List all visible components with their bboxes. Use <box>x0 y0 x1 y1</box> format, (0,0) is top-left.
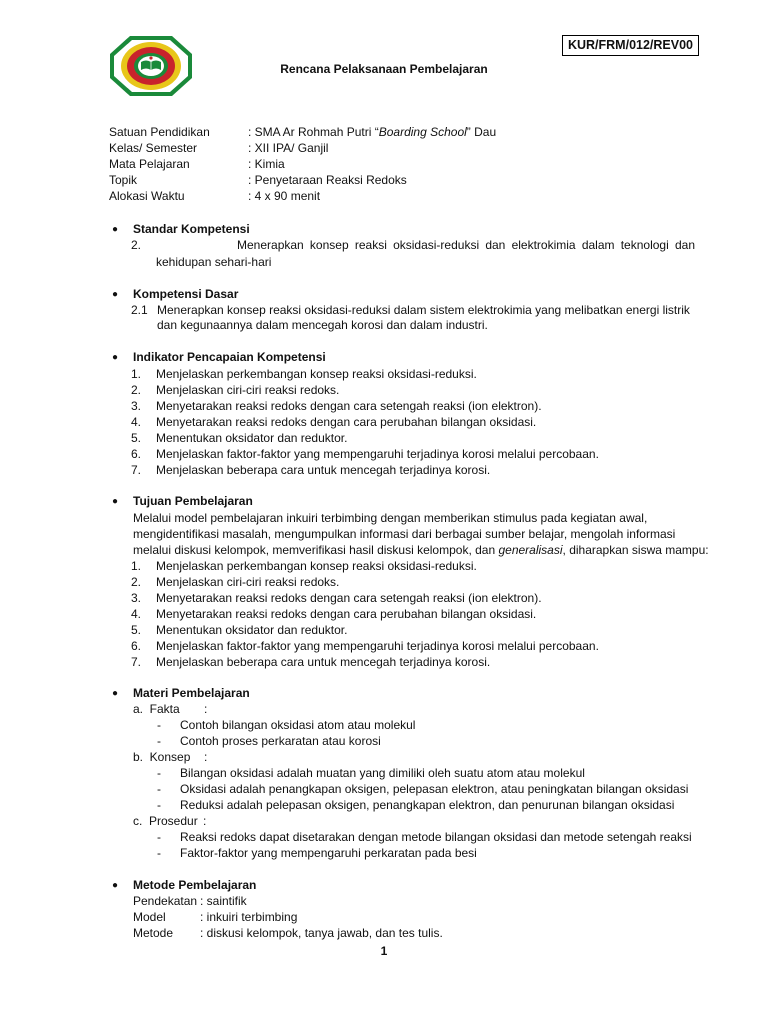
identity-value: : XII IPA/ Ganjil <box>248 141 329 155</box>
list-item: Menyetarakan reaksi redoks dengan cara perubahan bilangan oksidasi. <box>156 607 537 621</box>
metode-value: : diskusi kelompok, tanya jawab, dan tes tulis. <box>200 926 443 940</box>
dash-icon: - <box>157 830 161 844</box>
metode-label: Model <box>133 910 166 924</box>
materi-item: Faktor-faktor yang mempengaruhi perkaratan pada besi <box>180 846 477 860</box>
dasar-text-cont: dan kegunaannya dalam mencegah korosi dan dalam industri. <box>157 318 488 332</box>
bullet-icon: ● <box>112 496 119 507</box>
standar-number: 2. <box>131 238 142 252</box>
materi-fakta-colon: : <box>204 702 208 716</box>
identity-label: Satuan Pendidikan <box>109 125 210 139</box>
list-number: 2. <box>131 383 142 397</box>
dasar-number: 2.1 <box>131 303 148 317</box>
metode-value: : inkuiri terbimbing <box>200 910 298 924</box>
list-number: 2. <box>131 575 142 589</box>
bullet-icon: ● <box>112 880 119 891</box>
materi-item: Bilangan oksidasi adalah muatan yang dimiliki oleh suatu atom atau molekul <box>180 766 585 780</box>
list-number: 7. <box>131 655 142 669</box>
dash-icon: - <box>157 718 161 732</box>
identity-value: : Penyetaraan Reaksi Redoks <box>248 173 407 187</box>
list-item: Menyetarakan reaksi redoks dengan cara setengah reaksi (ion elektron). <box>156 399 542 413</box>
list-number: 3. <box>131 399 142 413</box>
identity-value: : 4 x 90 menit <box>248 189 321 203</box>
list-number: 7. <box>131 463 142 477</box>
list-item: Menjelaskan perkembangan konsep reaksi oksidasi-reduksi. <box>156 367 477 381</box>
standar-text: Menerapkan konsep reaksi oksidasi-reduksi dan elektrokimia dalam teknologi dan <box>237 238 695 252</box>
materi-konsep-label: b. Konsep <box>133 750 191 764</box>
identity-value: : SMA Ar Rohmah Putri “Boarding School” Dau <box>248 125 497 139</box>
bullet-icon: ● <box>112 224 119 235</box>
list-item: Menyetarakan reaksi redoks dengan cara setengah reaksi (ion elektron). <box>156 591 542 605</box>
section-heading-dasar: Kompetensi Dasar <box>133 287 239 301</box>
section-heading-materi: Materi Pembelajaran <box>133 686 250 700</box>
list-item: Menjelaskan ciri-ciri reaksi redoks. <box>156 575 340 589</box>
bullet-icon: ● <box>112 289 119 300</box>
dash-icon: - <box>157 782 161 796</box>
dash-icon: - <box>157 798 161 812</box>
list-number: 4. <box>131 607 142 621</box>
metode-label: Pendekatan <box>133 894 198 908</box>
list-item: Menjelaskan beberapa cara untuk mencegah terjadinya korosi. <box>156 463 491 477</box>
list-number: 5. <box>131 431 142 445</box>
list-number: 6. <box>131 639 142 653</box>
list-number: 6. <box>131 447 142 461</box>
materi-item: Contoh bilangan oksidasi atom atau molekul <box>180 718 416 732</box>
identity-label: Kelas/ Semester <box>109 141 198 155</box>
materi-prosedur-label: c. Prosedur <box>133 814 198 828</box>
identity-label: Alokasi Waktu <box>109 189 185 203</box>
page-number: 1 <box>380 944 388 958</box>
materi-item: Reaksi redoks dapat disetarakan dengan metode bilangan oksidasi dan metode setengah reaksi <box>180 830 692 844</box>
standar-text-cont: kehidupan sehari-hari <box>156 255 272 269</box>
list-item: Menjelaskan perkembangan konsep reaksi oksidasi-reduksi. <box>156 559 477 573</box>
list-item: Menyetarakan reaksi redoks dengan cara perubahan bilangan oksidasi. <box>156 415 537 429</box>
section-heading-metode: Metode Pembelajaran <box>133 878 257 892</box>
materi-fakta-label: a. Fakta <box>133 702 180 716</box>
identity-value: : Kimia <box>248 157 285 171</box>
bullet-icon: ● <box>112 688 119 699</box>
tujuan-intro: mengidentifikasi masalah, mengumpulkan informasi dari berbagai sumber belajar, mengolah informasi <box>133 527 676 541</box>
dash-icon: - <box>157 846 161 860</box>
list-number: 1. <box>131 559 142 573</box>
identity-label: Topik <box>109 173 138 187</box>
list-number: 3. <box>131 591 142 605</box>
document-title: Rencana Pelaksanaan Pembelajaran <box>280 62 488 76</box>
materi-item: Reduksi adalah pelepasan oksigen, penangkapan elektron, dan penurunan bilangan oksidasi <box>180 798 675 812</box>
list-item: Menjelaskan faktor-faktor yang mempengaruhi terjadinya korosi melalui percobaan. <box>156 447 599 461</box>
metode-value: : saintifik <box>200 894 247 908</box>
dasar-text: Menerapkan konsep reaksi oksidasi-reduksi dalam sistem elektrokimia yang melibatkan energi listrik <box>157 303 690 317</box>
materi-item: Oksidasi adalah penangkapan oksigen, pelepasan elektron, atau peningkatan bilangan oksidasi <box>180 782 689 796</box>
list-item: Menjelaskan faktor-faktor yang mempengaruhi terjadinya korosi melalui percobaan. <box>156 639 599 653</box>
bullet-icon: ● <box>112 352 119 363</box>
metode-label: Metode <box>133 926 174 940</box>
section-heading-indikator: Indikator Pencapaian Kompetensi <box>133 350 326 364</box>
identity-label: Mata Pelajaran <box>109 157 190 171</box>
materi-konsep-colon: : <box>204 750 208 764</box>
tujuan-intro: melalui diskusi kelompok, memverifikasi hasil diskusi kelompok, dan generalisasi, diharapkan siswa mampu: <box>133 543 709 557</box>
list-number: 4. <box>131 415 142 429</box>
list-item: Menentukan oksidator dan reduktor. <box>156 431 348 445</box>
tujuan-intro: Melalui model pembelajaran inkuiri terbimbing dengan memberikan stimulus pada kegiatan awal, <box>133 511 648 525</box>
list-number: 1. <box>131 367 142 381</box>
materi-item: Contoh proses perkaratan atau korosi <box>180 734 381 748</box>
dash-icon: - <box>157 734 161 748</box>
materi-prosedur-colon: : <box>203 814 207 828</box>
list-item: Menentukan oksidator dan reduktor. <box>156 623 348 637</box>
section-heading-standar: Standar Kompetensi <box>133 222 250 236</box>
list-item: Menjelaskan ciri-ciri reaksi redoks. <box>156 383 340 397</box>
dash-icon: - <box>157 766 161 780</box>
document-code: KUR/FRM/012/REV00 <box>562 35 699 56</box>
list-item: Menjelaskan beberapa cara untuk mencegah terjadinya korosi. <box>156 655 491 669</box>
section-heading-tujuan: Tujuan Pembelajaran <box>133 494 253 508</box>
list-number: 5. <box>131 623 142 637</box>
